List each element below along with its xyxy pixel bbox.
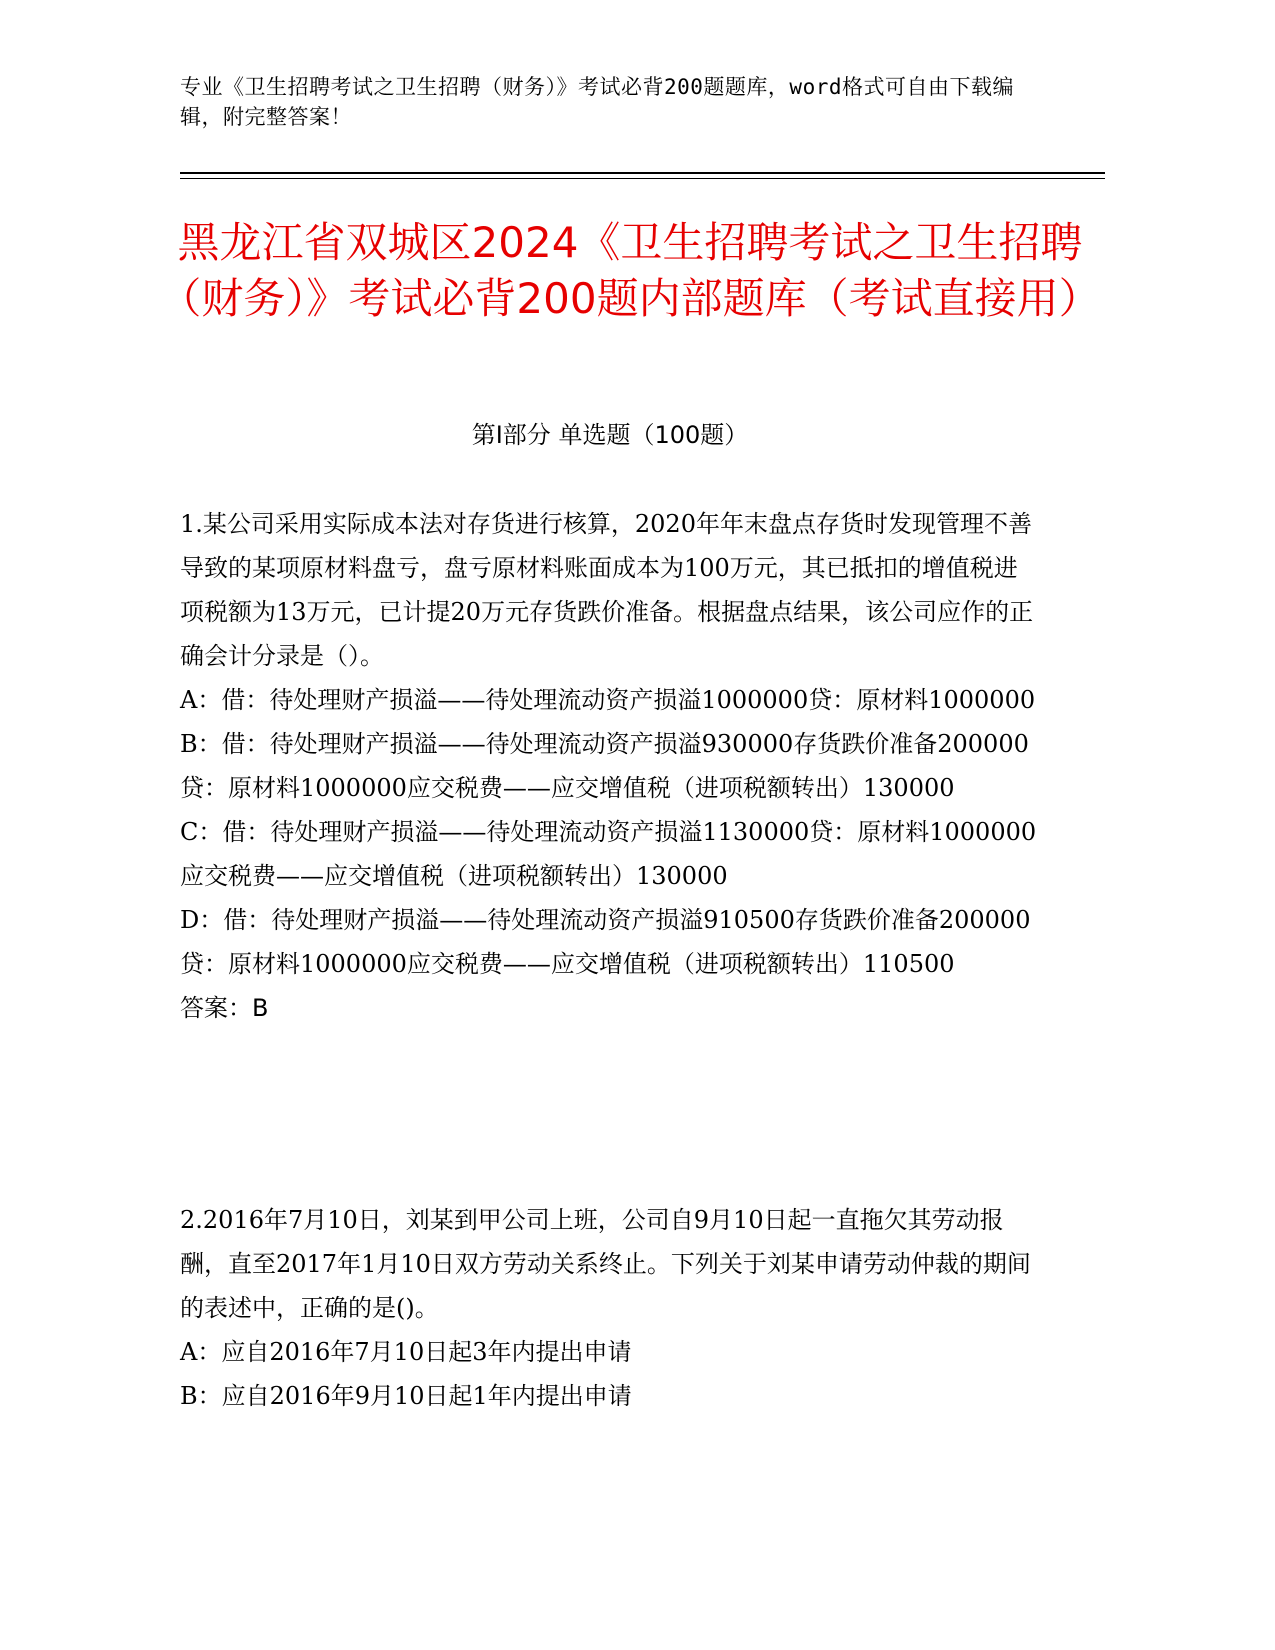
answer-line: 答案：B — [180, 994, 269, 1022]
option-a: A：应自2016年7月10日起3年内提出申请 — [180, 1338, 632, 1366]
question-2 — [180, 1198, 1040, 1418]
header-divider-thin — [180, 178, 1105, 179]
document-title: 黑龙江省双城区2024《卫生招聘考试之卫生招聘（财务）》考试必背200题内部题库（考试直接用） — [159, 218, 1101, 323]
section-heading: 第Ⅰ部分 单选题（100题） — [471, 421, 749, 449]
question-stem: 1.某公司采用实际成本法对存货进行核算，2020年年末盘点存货时发现管理不善导致的某项原材料盘亏，盘亏原材料账面成本为100万元，其已抵扣的增值税进项税额为13万元，已计提20万元存货跌价准备。根据盘点结果，该公司应作的正确会计分录是（）。 — [180, 510, 1034, 670]
question-1 — [180, 502, 1040, 1030]
header-divider-thick — [180, 172, 1105, 174]
question-stem: 2.2016年7月10日，刘某到甲公司上班，公司自9月10日起一直拖欠其劳动报酬，直至2017年1月10日双方劳动关系终止。下列关于刘某申请劳动仲裁的期间的表述中，正确的是()。 — [180, 1206, 1031, 1322]
option-c: C：借：待处理财产损溢——待处理流动资产损溢1130000贷：原材料1000000应交税费——应交增值税（进项税额转出）130000 — [180, 818, 1037, 890]
option-b: B：借：待处理财产损溢——待处理流动资产损溢930000存货跌价准备200000贷：原材料1000000应交税费——应交增值税（进项税额转出）130000 — [180, 730, 1029, 802]
option-a: A：借：待处理财产损溢——待处理流动资产损溢1000000贷：原材料1000000 — [180, 686, 1036, 714]
option-d: D：借：待处理财产损溢——待处理流动资产损溢910500存货跌价准备200000贷：原材料1000000应交税费——应交增值税（进项税额转出）110500 — [180, 906, 1031, 978]
option-b: B：应自2016年9月10日起1年内提出申请 — [180, 1382, 632, 1410]
header-note: 专业《卫生招聘考试之卫生招聘（财务）》考试必背200题题库，word格式可自由下载编辑，附完整答案！ — [180, 75, 1014, 129]
